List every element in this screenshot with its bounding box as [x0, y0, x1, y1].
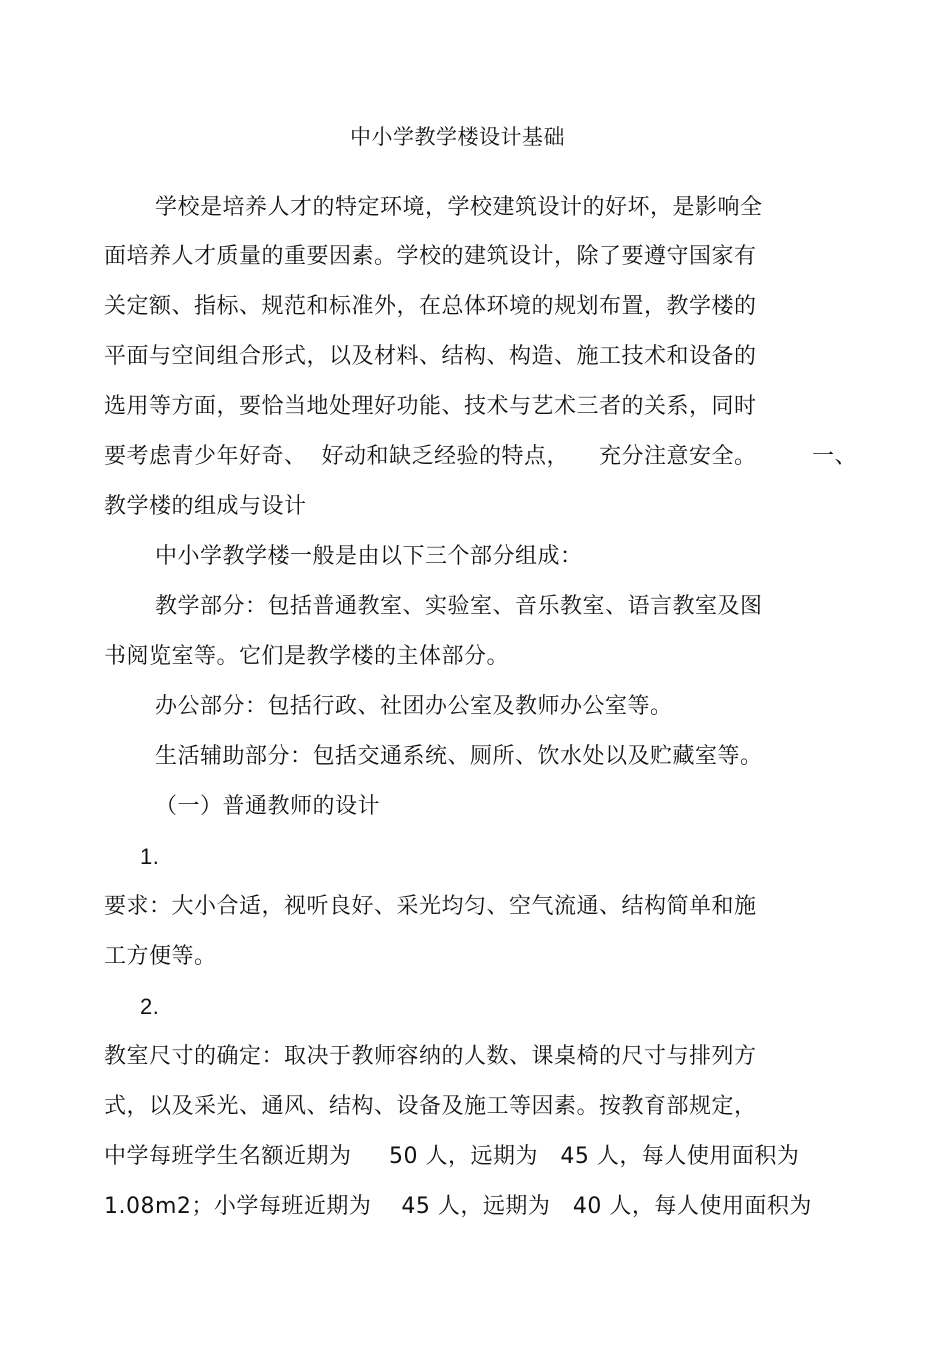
- paragraph-line: 教室尺寸的确定：取决于教师容纳的人数、课桌椅的尺寸与排列方: [104, 1044, 757, 1069]
- paragraph-line: 学校是培养人才的特定环境，学校建筑设计的好坏，是影响全: [155, 195, 763, 220]
- document-title: 中小学教学楼设计基础: [350, 125, 565, 149]
- paragraph-line: 式，以及采光、通风、结构、设备及施工等因素。按教育部规定，: [104, 1094, 757, 1119]
- paragraph-line: 关定额、指标、规范和标准外，在总体环境的规划布置，教学楼的: [104, 294, 757, 319]
- subsection-heading: （一）普通教师的设计: [155, 794, 381, 819]
- paragraph-line: 中小学教学楼一般是由以下三个部分组成：: [155, 544, 583, 569]
- paragraph-line: 中学每班学生名额近期为 50 人，远期为 45 人，每人使用面积为: [104, 1144, 800, 1169]
- paragraph-line: 教学部分：包括普通教室、实验室、音乐教室、语言教室及图: [155, 594, 763, 619]
- paragraph-line: 工方便等。: [104, 944, 217, 969]
- list-number: 1.: [140, 844, 160, 869]
- list-number: 2.: [140, 994, 160, 1019]
- paragraph-line: 书阅览室等。它们是教学楼的主体部分。: [104, 644, 510, 669]
- paragraph-line: 要求：大小合适，视听良好、采光均匀、空气流通、结构简单和施: [104, 894, 757, 919]
- section-heading: 教学楼的组成与设计: [104, 494, 307, 519]
- paragraph-line: 1.08m2；小学每班近期为 45 人，远期为 40 人，每人使用面积为: [104, 1194, 812, 1219]
- paragraph-line: 办公部分：包括行政、社团办公室及教师办公室等。: [155, 694, 673, 719]
- section-number: 一、: [812, 444, 858, 469]
- paragraph-line: 生活辅助部分：包括交通系统、厕所、饮水处以及贮藏室等。: [155, 744, 763, 769]
- paragraph-line: 要考虑青少年好奇、 好动和缺乏经验的特点， 充分注意安全。: [104, 444, 757, 469]
- paragraph-line: 面培养人才质量的重要因素。学校的建筑设计，除了要遵守国家有: [104, 244, 757, 269]
- paragraph-line: 选用等方面，要恰当地处理好功能、技术与艺术三者的关系，同时: [104, 394, 757, 419]
- paragraph-line: 平面与空间组合形式，以及材料、结构、构造、施工技术和设备的: [104, 344, 757, 369]
